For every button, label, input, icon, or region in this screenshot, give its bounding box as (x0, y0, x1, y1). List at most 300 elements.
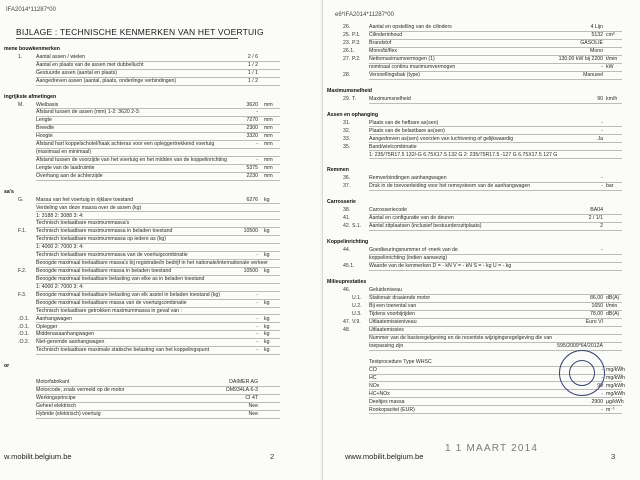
spec-row (323, 335, 640, 342)
spec-row (0, 173, 320, 180)
row-label: Versnellingsbak (type) (369, 71, 421, 78)
spec-row (0, 181, 320, 188)
row-unit: kg (264, 196, 270, 203)
spec-row (323, 343, 640, 350)
spec-row (323, 72, 640, 79)
row-value: - (601, 63, 603, 70)
section-heading-row (323, 112, 640, 119)
row-label: Technisch toelaatbare getrokken maximummassa in geval van : (36, 307, 182, 314)
row-value: 2 / 1/1 (588, 215, 603, 222)
row-code: T. (352, 95, 357, 102)
row-value: - (601, 127, 603, 134)
row-value: - (601, 183, 603, 190)
row-label: Brandstof (369, 39, 392, 46)
spec-row (0, 395, 320, 402)
row-label: Gestuurde assen (aantal en plaats) (36, 69, 118, 76)
spec-row (323, 64, 640, 71)
row-unit: kg (264, 315, 270, 322)
section-heading: mene bouwkenmerken (4, 46, 60, 52)
row-unit: km/h (606, 95, 618, 102)
spec-row (323, 215, 640, 222)
row-label: Band/wielcombinatie (369, 143, 417, 150)
row-number: 44. (343, 247, 351, 254)
spec-row (323, 56, 640, 63)
row-label: Massa van het voertuig in rijklare toestand (36, 196, 134, 203)
spec-row (0, 260, 320, 267)
row-label: Nummer van de basisregelgeving en de recentste wijzigingsregelgeving die van (369, 334, 553, 341)
section-heading-row (0, 46, 320, 53)
row-divider (369, 413, 622, 414)
row-label: Nettomaximumvermogen (1) (369, 55, 435, 62)
row-number: M. (18, 101, 24, 108)
row-label: Geluidsniveau (369, 287, 402, 293)
row-label: Afstand tussen de voorzijde van het voertuig en het midden van de koppelinrichting (36, 157, 227, 164)
spec-row (323, 295, 640, 302)
row-value: 86,00 (590, 294, 603, 301)
row-value: 2900 (591, 398, 603, 405)
row-number: 25. (343, 31, 351, 38)
row-unit: t/min (606, 55, 618, 62)
row-value: - (601, 366, 603, 373)
spec-row (323, 48, 640, 55)
spec-row (323, 40, 640, 47)
section-heading-row (0, 94, 320, 101)
row-label: Technisch toelaatbare maximummassa's (36, 220, 130, 227)
row-number: 26.1. (343, 47, 355, 54)
row-label: Carrosseriecode (369, 207, 408, 214)
spec-row (323, 80, 640, 87)
row-value: - (256, 299, 258, 306)
spec-row (0, 316, 320, 323)
row-label: Beoogde maximaal toelaatbare belasting van elke as in beladen toestand (36, 275, 205, 282)
section-heading-row (323, 239, 640, 246)
row-code: P.3. (352, 39, 361, 46)
row-label: Druk in de toevoerleiding voor het remsysteem van de aanhangwagen (369, 183, 531, 190)
row-number: 36. (343, 175, 351, 182)
row-value: - (601, 390, 603, 397)
row-value: - (601, 119, 603, 126)
row-code: U.1. (352, 294, 362, 301)
row-value: - (256, 339, 258, 346)
row-value: DAIMER AG (229, 379, 258, 386)
row-value: 2 / 6 (247, 53, 258, 60)
row-unit: mm (264, 141, 273, 148)
row-value: - (256, 141, 258, 148)
row-number: 29. (343, 95, 351, 102)
spec-row (0, 117, 320, 124)
row-code: U.3. (352, 310, 362, 317)
row-number: 41. (343, 215, 351, 222)
row-label: Maximumsnelheid (369, 95, 411, 102)
row-value: 6276 (246, 196, 258, 203)
row-label: Afstand tussen de assen (mm) 1-2: 3620 2-3: (36, 109, 141, 116)
row-number: 38. (343, 207, 351, 214)
section-heading: Maximumsnelheid (327, 87, 372, 94)
section-heading-row (0, 363, 320, 370)
row-label: koppelinrichting (indien aanwezig) (369, 255, 448, 262)
row-value: 2300 (246, 125, 258, 132)
row-value: 10500 (243, 268, 258, 275)
row-value: CI 4T (245, 394, 258, 401)
footer-url: www.mobilit.belgium.be (345, 452, 424, 461)
row-value: - (256, 109, 258, 116)
row-label: Stationair draaiende motor (369, 294, 431, 301)
spec-row (323, 152, 640, 159)
document-code: e6*IFA2014*11287*00 (335, 12, 394, 18)
stamp-center (569, 360, 595, 386)
row-label: Geheel elektrisch (36, 402, 77, 409)
row-unit: t/min (606, 302, 618, 309)
spec-row (323, 311, 640, 318)
spec-row (0, 244, 320, 251)
section-heading-row (323, 199, 640, 206)
row-label: Remverbindingen aanhangwagen (369, 175, 447, 182)
row-number: 45.1. (343, 263, 355, 270)
row-label: toepassing zijn (369, 342, 404, 349)
spec-row (0, 205, 320, 212)
row-number: 33. (343, 135, 351, 142)
row-label: Technisch toelaatbare maximummassa op iedere as (kg) (36, 236, 167, 243)
row-label: Hybride (elektrisch) voertuig (36, 410, 101, 417)
row-label: Uitlaatemissieniveau (369, 318, 417, 325)
row-label: Lengte van de laadruimte (36, 164, 95, 171)
row-number: .O.1. (18, 331, 30, 338)
row-label: Beoogde maximaal toelaatbare massa van de voertuigcombinatie (36, 299, 187, 306)
row-unit: mg/kWh (606, 390, 626, 397)
row-label: Verdeling van deze massa over de assen (kg) (36, 204, 142, 211)
row-number: F.1. (18, 228, 27, 235)
spec-row (323, 159, 640, 166)
spec-row (0, 125, 320, 132)
annex-title: BIJLAGE : TECHNISCHE KENMERKEN VAN HET VOERTUIG (16, 27, 264, 37)
spec-row (0, 133, 320, 140)
spec-row (0, 228, 320, 235)
spec-row (0, 70, 320, 77)
row-label: Uitlaatemissies (369, 326, 404, 333)
spec-row (323, 303, 640, 310)
row-label: Waarde van de kenmerken D = - kN V = - kN S = - kg U = - kg (369, 263, 512, 270)
spec-row (0, 252, 320, 259)
row-label: Deeltjes massa (369, 398, 405, 405)
row-number: 46. (343, 287, 351, 293)
row-unit: dB(A) (606, 310, 620, 317)
spec-row (323, 327, 640, 334)
spec-row (323, 231, 640, 238)
spec-row (323, 96, 640, 103)
row-unit: kg (264, 228, 270, 235)
row-value: OM934LA.6-3 (225, 386, 258, 393)
row-value: 3320 (246, 133, 258, 140)
spec-row (323, 271, 640, 278)
row-value: 1 / 2 (247, 61, 258, 68)
spec-row (323, 319, 640, 326)
spec-row (323, 255, 640, 262)
section-heading: sa's (4, 188, 14, 195)
spec-row (323, 120, 640, 127)
row-label: Rookopacitel (EUR) (369, 406, 415, 413)
row-label: Afstand hart koppelschotel/haak achteras voor een opleggertrekkend voertuig (36, 141, 215, 148)
spec-row (0, 308, 320, 315)
row-unit: mm (264, 172, 273, 179)
document-code: IFA2014*11287*00 (6, 7, 56, 13)
row-label: Cilinderinhoud (369, 31, 403, 38)
spec-row (323, 24, 640, 31)
row-label: Beoogde maximaal toelaatbare belasting van elk asstel in beladen toestand (kg) (36, 291, 220, 298)
spec-row (0, 371, 320, 378)
row-label: Testprocedure Type WHSC (369, 358, 432, 365)
row-unit: mm (264, 164, 273, 171)
spec-row (0, 78, 320, 85)
row-label: Breedte (36, 125, 55, 132)
row-label: Technisch toelaatbare maximummassa van de voertuigcombinatie (36, 252, 188, 259)
row-code: S.1. (352, 223, 362, 230)
date-stamp: 1 1 MAART 2014 (445, 443, 539, 454)
spec-row (0, 236, 320, 243)
row-unit: mg/kWh (606, 382, 626, 389)
section-heading-row (323, 167, 640, 174)
row-unit: mm (264, 101, 273, 108)
row-number: 27. (343, 55, 351, 62)
row-unit: kg (264, 268, 270, 275)
section-heading: ingrijkste afmetingen (4, 93, 57, 100)
row-number: 31. (343, 119, 351, 126)
row-label: Plaats van de hefbare as(sen) (369, 119, 439, 126)
row-unit: cm³ (606, 31, 615, 38)
row-value: - (256, 331, 258, 338)
row-label: HC+NOx (369, 390, 390, 397)
row-value: BA04 (590, 207, 603, 214)
row-label: nominaal continu maximumvermogen (369, 63, 456, 70)
row-label: CO (369, 366, 377, 373)
row-number: 32. (343, 127, 351, 134)
row-label: NOx (369, 382, 380, 389)
row-label: Hoogte (36, 133, 53, 140)
row-number: .O.1. (18, 315, 30, 322)
row-number: 35. (343, 143, 351, 150)
section-heading-row (0, 189, 320, 196)
spec-row (323, 407, 640, 414)
row-code: P.1. (352, 31, 361, 38)
row-label: Mono/bi/flex (369, 47, 397, 54)
spec-row (0, 292, 320, 299)
row-unit: dB(A) (606, 294, 620, 301)
spec-row (323, 399, 640, 406)
section-heading: or (4, 363, 10, 370)
spec-row (0, 347, 320, 354)
row-value: 1650 (591, 302, 603, 309)
row-label: Middenasaanhangwagen (36, 331, 94, 338)
row-label: Lengte (36, 117, 52, 124)
row-label: 1: 3188 2: 3088 3: 4: (36, 212, 84, 219)
spec-row (323, 128, 640, 135)
row-number: 47. (343, 318, 351, 325)
row-value: 3620 (246, 101, 258, 108)
spec-row (0, 197, 320, 204)
row-number: 28. (343, 71, 351, 78)
row-label: (maximaal en minimaal) (36, 149, 92, 156)
section-heading-row (323, 88, 640, 95)
spec-row (0, 339, 320, 346)
row-label: Wielbasis (36, 101, 59, 108)
spec-row (0, 86, 320, 93)
row-label: Aangedreven assen (aantal, plaats, onderlinge verbindingen) (36, 77, 177, 84)
row-value: 10500 (243, 228, 258, 235)
official-stamp (559, 350, 605, 396)
spec-row (323, 175, 640, 182)
row-label: Aantal zitplaatsen (inclusief bestuurderszitplaats) (369, 223, 482, 230)
spec-row (323, 136, 640, 143)
spec-row (0, 62, 320, 69)
row-value: - (256, 291, 258, 298)
row-number: 42. (343, 223, 351, 230)
row-label: Aantal en plaats van de assen met dubbellucht (36, 61, 144, 68)
spec-row (0, 109, 320, 116)
row-code: V.9. (352, 318, 361, 325)
spec-row (0, 355, 320, 362)
spec-row (0, 268, 320, 275)
spec-row (323, 32, 640, 39)
row-label: Aangedreven as(sen) voorzien van luchtvering of gelijkwaardig (369, 135, 514, 142)
row-label: 1: 4000 2: 7000 3: 4: (36, 244, 84, 251)
row-value: Euro VI (585, 318, 603, 325)
footer-url: w.mobilit.belgium.be (4, 452, 72, 461)
row-label: Technisch toelaatbare maximummassa in beladen toestand (36, 228, 173, 235)
spec-row (0, 220, 320, 227)
row-label: Aantal en configuratie van de deuren (369, 215, 454, 222)
section-heading-row (323, 279, 640, 286)
row-number: 23. (343, 39, 351, 46)
row-value: - (601, 406, 603, 413)
row-unit: mg/kWh (606, 374, 626, 381)
spec-row (0, 213, 320, 220)
row-unit: m⁻¹ (606, 406, 615, 413)
row-number: 1. (18, 53, 23, 60)
row-value: 130,00 kW bij 2200 (558, 55, 603, 62)
row-divider (36, 418, 280, 419)
row-label: Werkingsprincipe (36, 394, 76, 401)
row-label: Aantal en opstelling van de cilinders (369, 24, 452, 30)
row-value: 1 / 2 (247, 77, 258, 84)
page-number: 3 (611, 452, 616, 461)
row-unit: kW (606, 63, 614, 70)
section-heading: Carrosserie (327, 199, 356, 206)
row-code: U.2. (352, 302, 362, 309)
section-heading: Milieuprestaties (327, 279, 367, 286)
row-value: - (601, 374, 603, 381)
row-number: F.3. (18, 291, 27, 298)
spec-row (0, 157, 320, 164)
row-unit: mm (264, 133, 273, 140)
spec-row (0, 387, 320, 394)
row-label: HC (369, 374, 377, 381)
row-value: Mono (590, 47, 603, 54)
row-unit: bar (606, 183, 614, 190)
row-unit: kg (264, 347, 270, 354)
spec-row (0, 284, 320, 291)
row-label: Aanhangwagen (36, 315, 73, 322)
row-value: 595/2009*64/2012A (557, 342, 603, 349)
spec-row (0, 54, 320, 61)
spec-row (323, 207, 640, 214)
row-value: 1 / 1 (247, 69, 258, 76)
spec-row (323, 183, 640, 190)
row-value: Ja (597, 135, 603, 142)
row-number: .O.1. (18, 323, 30, 330)
row-label: Niet-geremde aanhangwagen (36, 339, 105, 346)
row-value: - (256, 157, 258, 164)
spec-row (323, 287, 640, 294)
row-value: 99 (597, 382, 603, 389)
row-unit: kg (264, 339, 270, 346)
row-unit: mg/kWh (606, 366, 626, 373)
row-label: Beoogde maximaal toelaatbare massa's bij registratie/in bedrijf in het nationale/internationale verkeer (36, 260, 268, 267)
row-value: 4 Lijn (590, 24, 603, 30)
row-number: 26. (343, 24, 351, 30)
row-value: 2 (600, 223, 603, 230)
row-number: G. (18, 196, 24, 203)
row-unit: kg (264, 252, 270, 259)
section-heading: Remmen (327, 167, 349, 174)
row-label: Beoogde maximaal toelaatbare massa in beladen toestand (36, 268, 172, 275)
spec-row (323, 191, 640, 198)
spec-row (0, 141, 320, 148)
row-label: Oplegger (36, 323, 58, 330)
spec-row (0, 331, 320, 338)
row-unit: mm (264, 117, 273, 124)
row-value: - (256, 252, 258, 259)
row-value: 90 (597, 95, 603, 102)
section-heading: Koppelinrichting (327, 239, 369, 246)
row-label: Tijdens voorbijrijden (369, 310, 415, 317)
spec-row (0, 165, 320, 172)
row-number: 48. (343, 326, 351, 333)
row-value: - (256, 323, 258, 330)
spec-row (0, 149, 320, 156)
row-label: Aantal assen / wielen (36, 53, 86, 60)
row-value: - (256, 347, 258, 354)
title-underline (16, 38, 238, 39)
row-label: Bij een toerental van (369, 302, 417, 309)
row-number: F.2. (18, 268, 27, 275)
spec-row (0, 379, 320, 386)
row-label: Technisch toelaatbare maximale statische belasting van het koppelingspunt (36, 347, 210, 354)
row-value: - (256, 315, 258, 322)
row-value: Nee (248, 402, 258, 409)
row-value: Nee (248, 410, 258, 417)
row-value: 5375 (246, 164, 258, 171)
row-number: .O.2. (18, 339, 30, 346)
row-unit: mm (264, 125, 273, 132)
spec-row (0, 276, 320, 283)
row-unit: kg (264, 299, 270, 306)
row-label: Motorcode, zoals vermeld op de motor (36, 386, 125, 393)
row-value: 7270 (246, 117, 258, 124)
row-number: 37. (343, 183, 351, 190)
spec-row (323, 247, 640, 254)
spec-row (323, 223, 640, 230)
row-label: Motorfabrikant (36, 379, 70, 386)
row-unit: µg/kWh (606, 398, 624, 405)
spec-row (323, 144, 640, 151)
spec-row (323, 263, 640, 270)
spec-row (0, 324, 320, 331)
row-unit: mm (264, 157, 273, 164)
row-value: - (601, 247, 603, 254)
page-right (322, 0, 640, 480)
row-label: Overhang aan de achterzijde (36, 172, 103, 179)
row-value: Manueel (583, 71, 603, 78)
row-value: 78,00 (590, 310, 603, 317)
